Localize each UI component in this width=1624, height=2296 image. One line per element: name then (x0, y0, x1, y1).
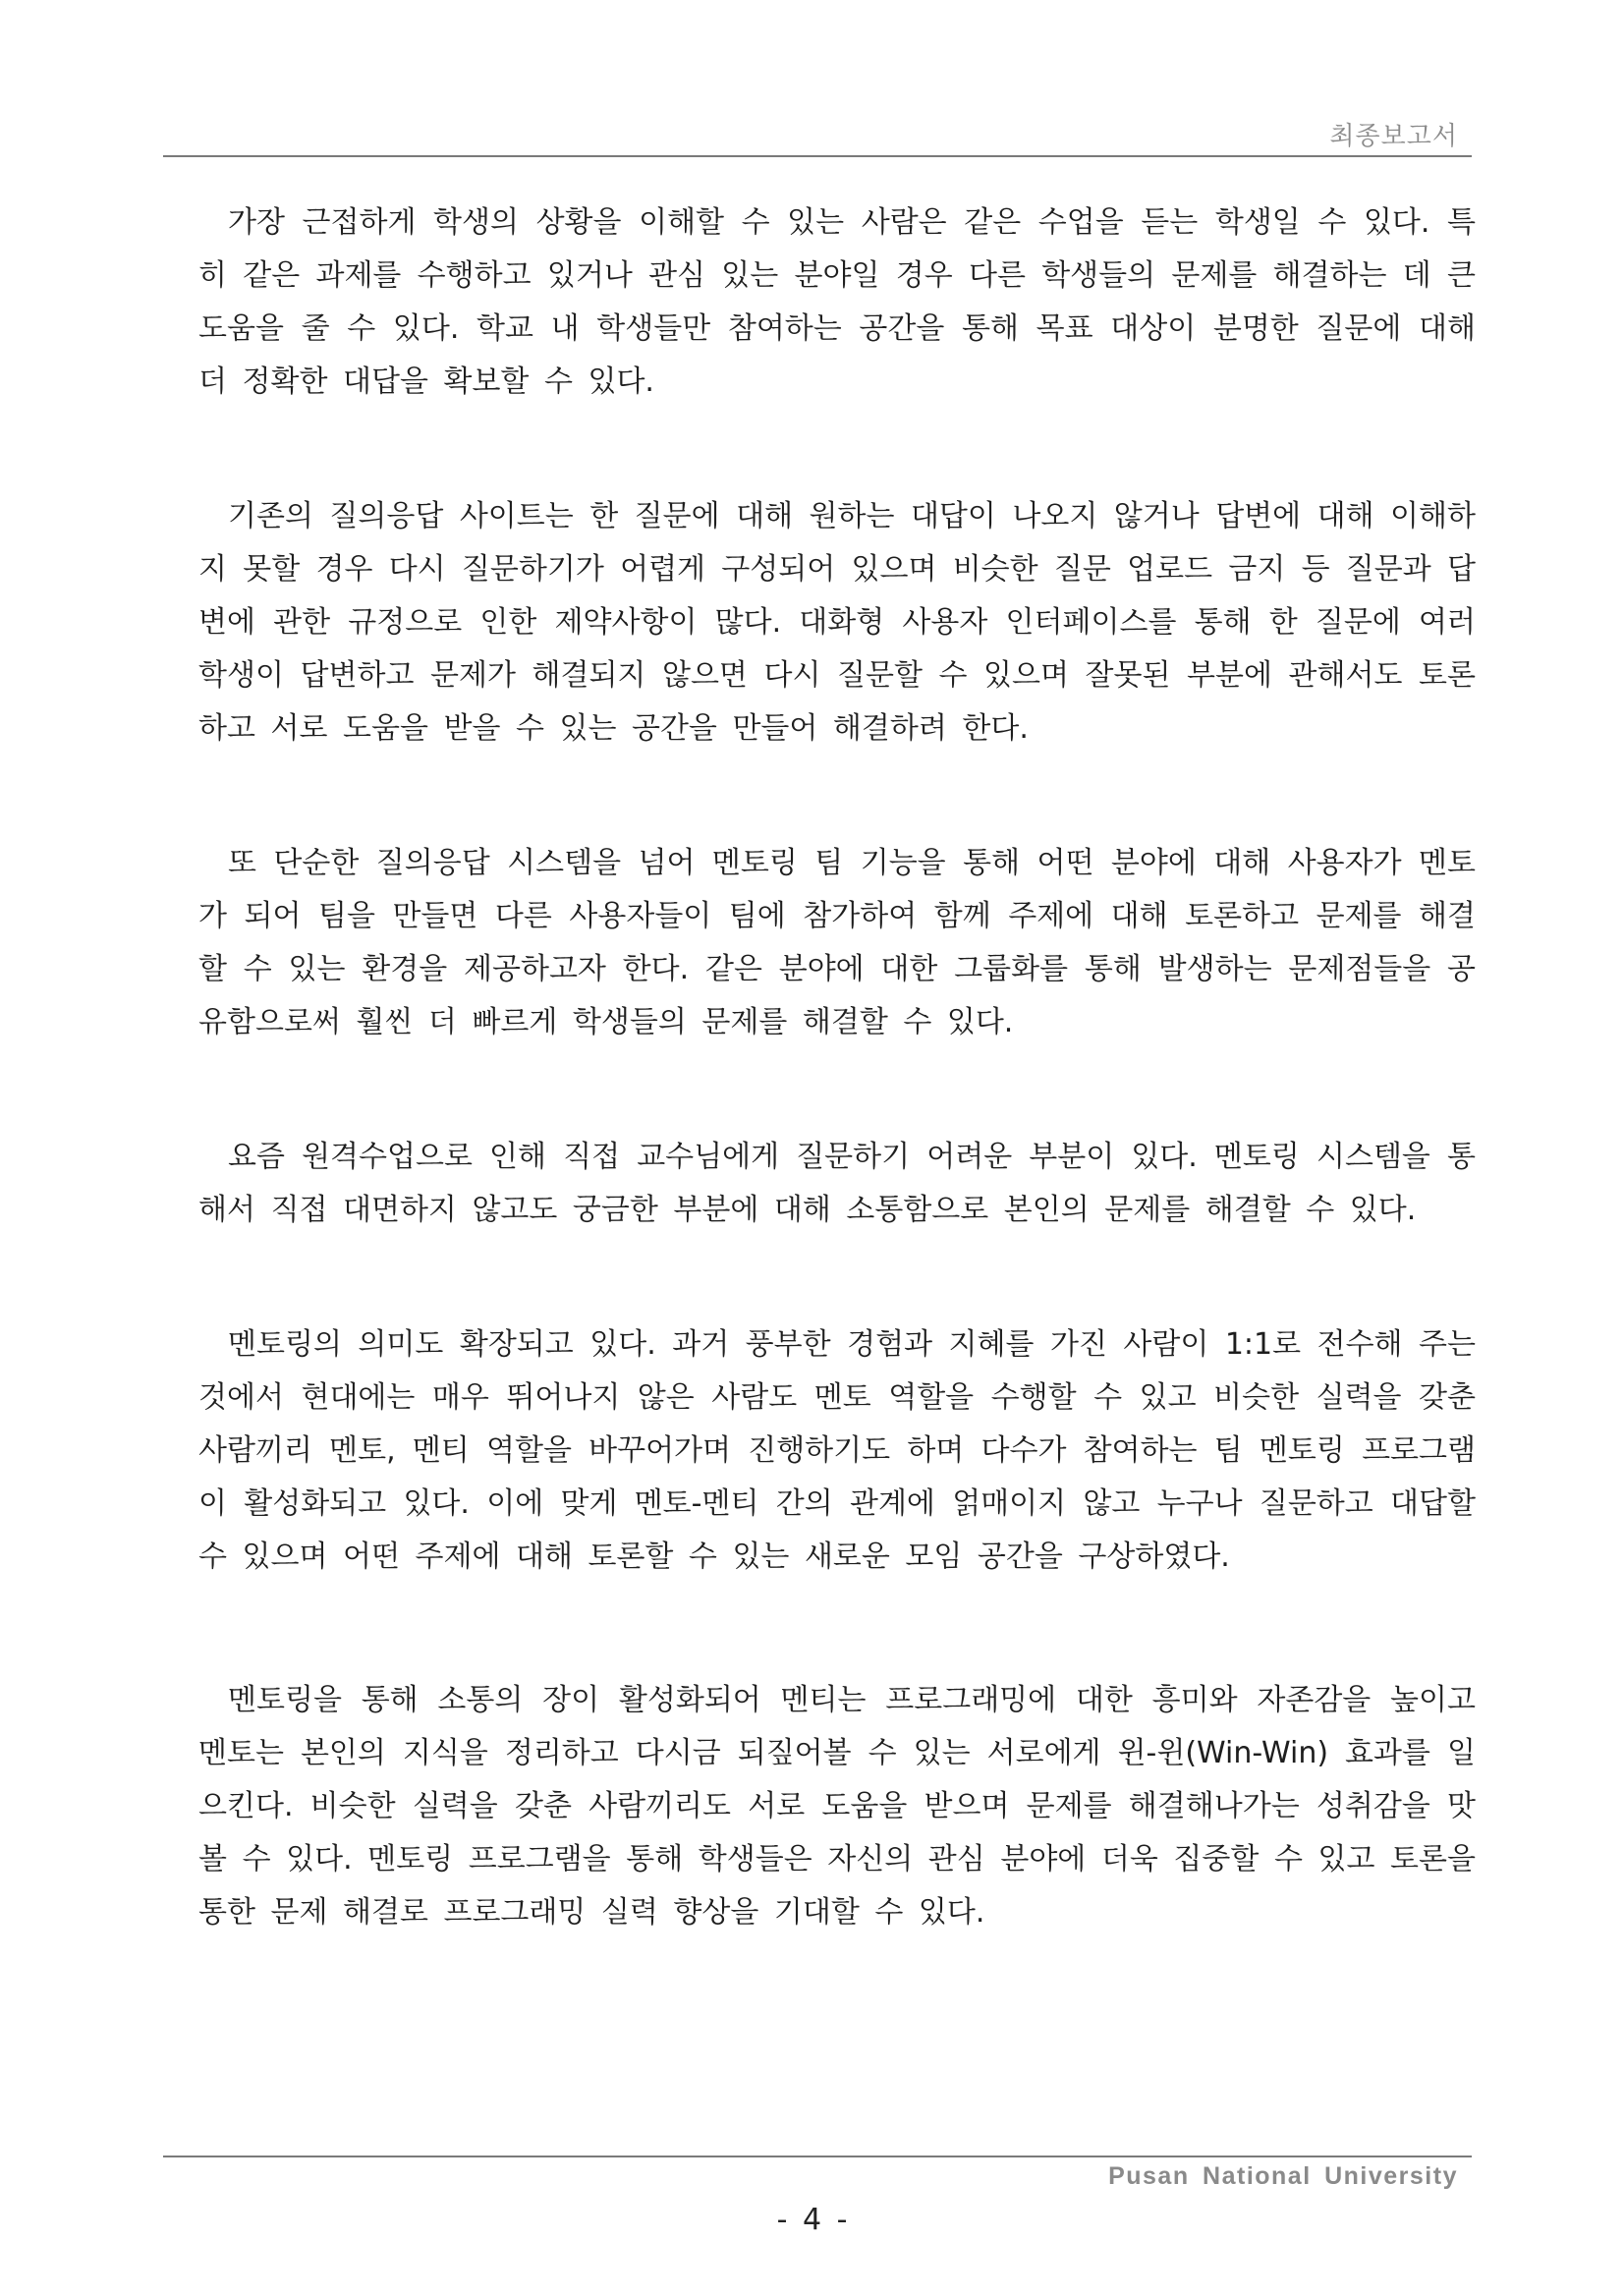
footer-university: Pusan National University (1108, 2162, 1458, 2190)
paragraph-2: 기존의 질의응답 사이트는 한 질문에 대해 원하는 대답이 나오지 않거나 답변에 대해 이해하지 못할 경우 다시 질문하기가 어렵게 구성되어 있으며 비슷한 질문 업로드 금지 등 질문과 답변에 관한 규정으로 인한 제약사항이 많다. 대화형 사용자 인터페이스를 통해 한 질문에 여러 학생이 답변하고 문제가 해결되지 않으면 다시 질문할 수 있으며 잘못된 부분에 관해서도 토론하고 서로 도움을 받을 수 있는 공간을 만들어 해결하려 한다. (198, 499, 1476, 746)
paragraph-3: 또 단순한 질의응답 시스템을 넘어 멘토링 팀 기능을 통해 어떤 분야에 대해 사용자가 멘토가 되어 팀을 만들면 다른 사용자들이 팀에 참가하여 함께 주제에 대해 토론하고 문제를 해결할 수 있는 환경을 제공하고자 한다. 같은 분야에 대한 그룹화를 통해 발생하는 문제점들을 공유함으로써 훨씬 더 빠르게 학생들의 문제를 해결할 수 있다. (198, 846, 1476, 1039)
paragraph-1: 가장 근접하게 학생의 상황을 이해할 수 있는 사람은 같은 수업을 듣는 학생일 수 있다. 특히 같은 과제를 수행하고 있거나 관심 있는 분야일 경우 다른 학생들의 문제를 해결하는 데 큰 도움을 줄 수 있다. 학교 내 학생들만 참여하는 공간을 통해 목표 대상이 분명한 질문에 대해 더 정확한 대답을 확보할 수 있다. (198, 205, 1476, 399)
document-body (198, 196, 1476, 2021)
header-title: 최종보고서 (1329, 122, 1458, 151)
paragraph-4: 요즘 원격수업으로 인해 직접 교수님에게 질문하기 어려운 부분이 있다. 멘토링 시스템을 통해서 직접 대면하지 않고도 궁금한 부분에 대해 소통함으로 본인의 문제를 해결할 수 있다. (198, 1140, 1476, 1227)
footer-divider (163, 2156, 1472, 2157)
page-number: - 4 - (776, 2203, 848, 2237)
paragraph-6: 멘토링을 통해 소통의 장이 활성화되어 멘티는 프로그래밍에 대한 흥미와 자존감을 높이고 멘토는 본인의 지식을 정리하고 다시금 되짚어볼 수 있는 서로에게 윈-윈(Win-Win) 효과를 일으킨다. 비슷한 실력을 갖춘 사람끼리도 서로 도움을 받으며 문제를 해결해나가는 성취감을 맛볼 수 있다. 멘토링 프로그램을 통해 학생들은 자신의 관심 분야에 더욱 집중할 수 있고 토론을 통한 문제 해결로 프로그래밍 실력 향상을 기대할 수 있다. (198, 1683, 1476, 1930)
paragraph-5: 멘토링의 의미도 확장되고 있다. 과거 풍부한 경험과 지혜를 가진 사람이 1:1로 전수해 주는 것에서 현대에는 매우 뛰어나지 않은 사람도 멘토 역할을 수행할 수 있고 비슷한 실력을 갖춘 사람끼리 멘토, 멘티 역할을 바꾸어가며 진행하기도 하며 다수가 참여하는 팀 멘토링 프로그램이 활성화되고 있다. 이에 맞게 멘토-멘티 간의 관계에 얽매이지 않고 누구나 질문하고 대답할 수 있으며 어떤 주제에 대해 토론할 수 있는 새로운 모임 공간을 구상하였다. (198, 1327, 1476, 1574)
page-header (163, 116, 1472, 157)
